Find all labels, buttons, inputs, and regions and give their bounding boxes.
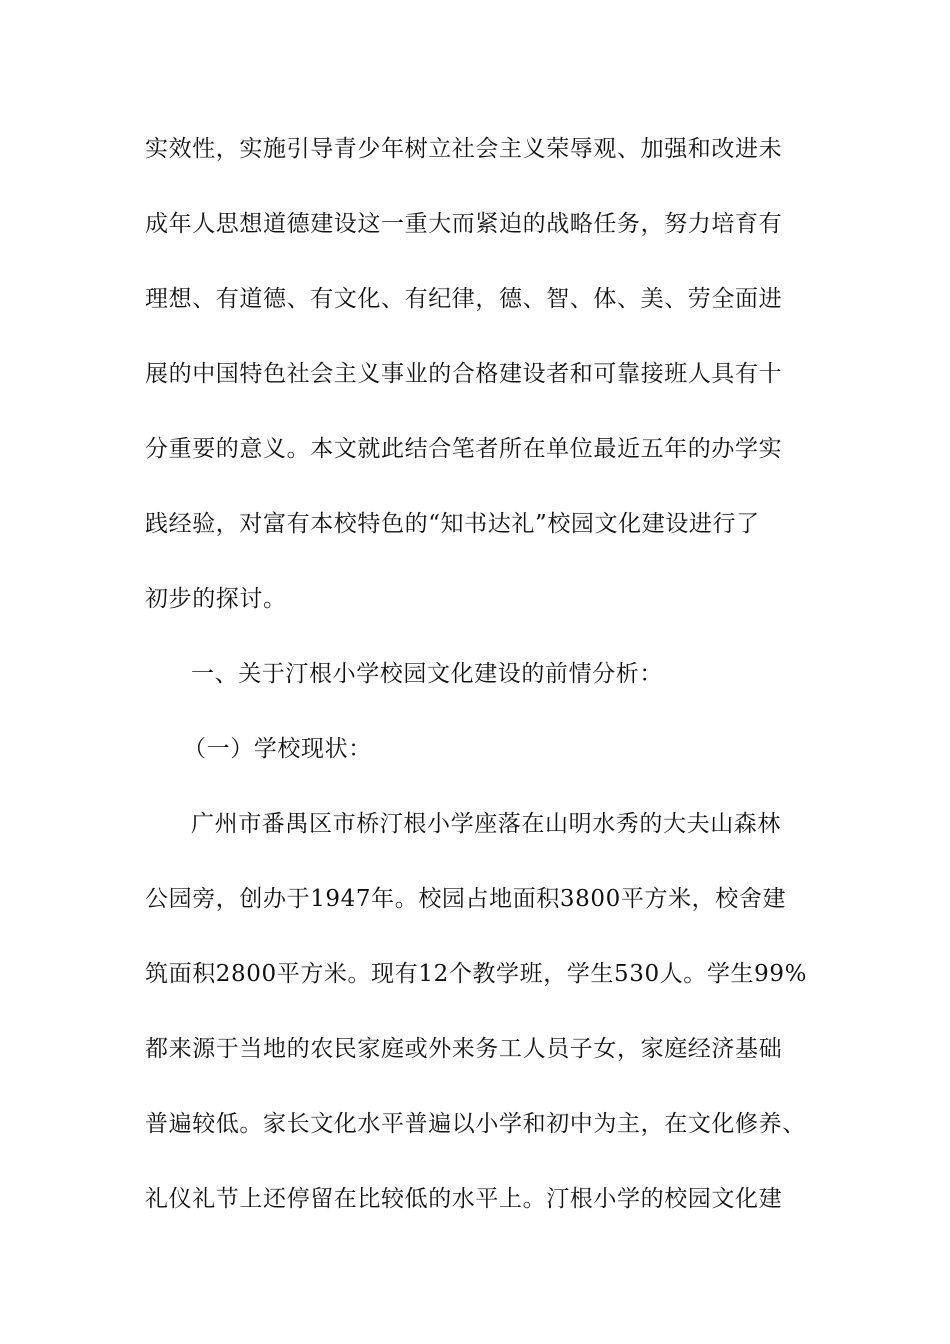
paragraph-line-9: 公园旁，创办于1947年。校园占地面积3800平方米，校舍建 xyxy=(145,886,787,912)
paragraph-line-10: 筑面积2800平方米。现有12个教学班，学生530人。学生99% xyxy=(145,961,808,987)
paragraph-line-12: 普遍较低。家长文化水平普遍以小学和初中为主，在文化修养、 xyxy=(145,1111,806,1137)
paragraph-line-7: 初步的探讨。 xyxy=(145,586,287,612)
section-heading: 一、关于汀根小学校园文化建设的前情分析： xyxy=(191,661,663,687)
paragraph-line-8: 广州市番禺区市桥汀根小学座落在山明水秀的大夫山森林 xyxy=(191,811,781,837)
paragraph-line-1: 实效性，实施引导青少年树立社会主义荣辱观、加强和改进未 xyxy=(145,136,783,162)
paragraph-line-2: 成年人思想道德建设这一重大而紧迫的战略任务，努力培育有 xyxy=(145,211,783,237)
paragraph-line-4: 展的中国特色社会主义事业的合格建设者和可靠接班人具有十 xyxy=(145,361,783,387)
subsection-heading: （一）学校现状： xyxy=(183,736,372,762)
paragraph-line-13: 礼仪礼节上还停留在比较低的水平上。汀根小学的校园文化建 xyxy=(145,1186,783,1212)
paragraph-line-6: 践经验，对富有本校特色的“知书达礼”校园文化建设进行了 xyxy=(145,511,760,537)
paragraph-line-5: 分重要的意义。本文就此结合笔者所在单位最近五年的办学实 xyxy=(145,436,783,462)
paragraph-line-11: 都来源于当地的农民家庭或外来务工人员子女，家庭经济基础 xyxy=(145,1036,783,1062)
paragraph-line-3: 理想、有道德、有文化、有纪律，德、智、体、美、劳全面进 xyxy=(145,286,783,312)
